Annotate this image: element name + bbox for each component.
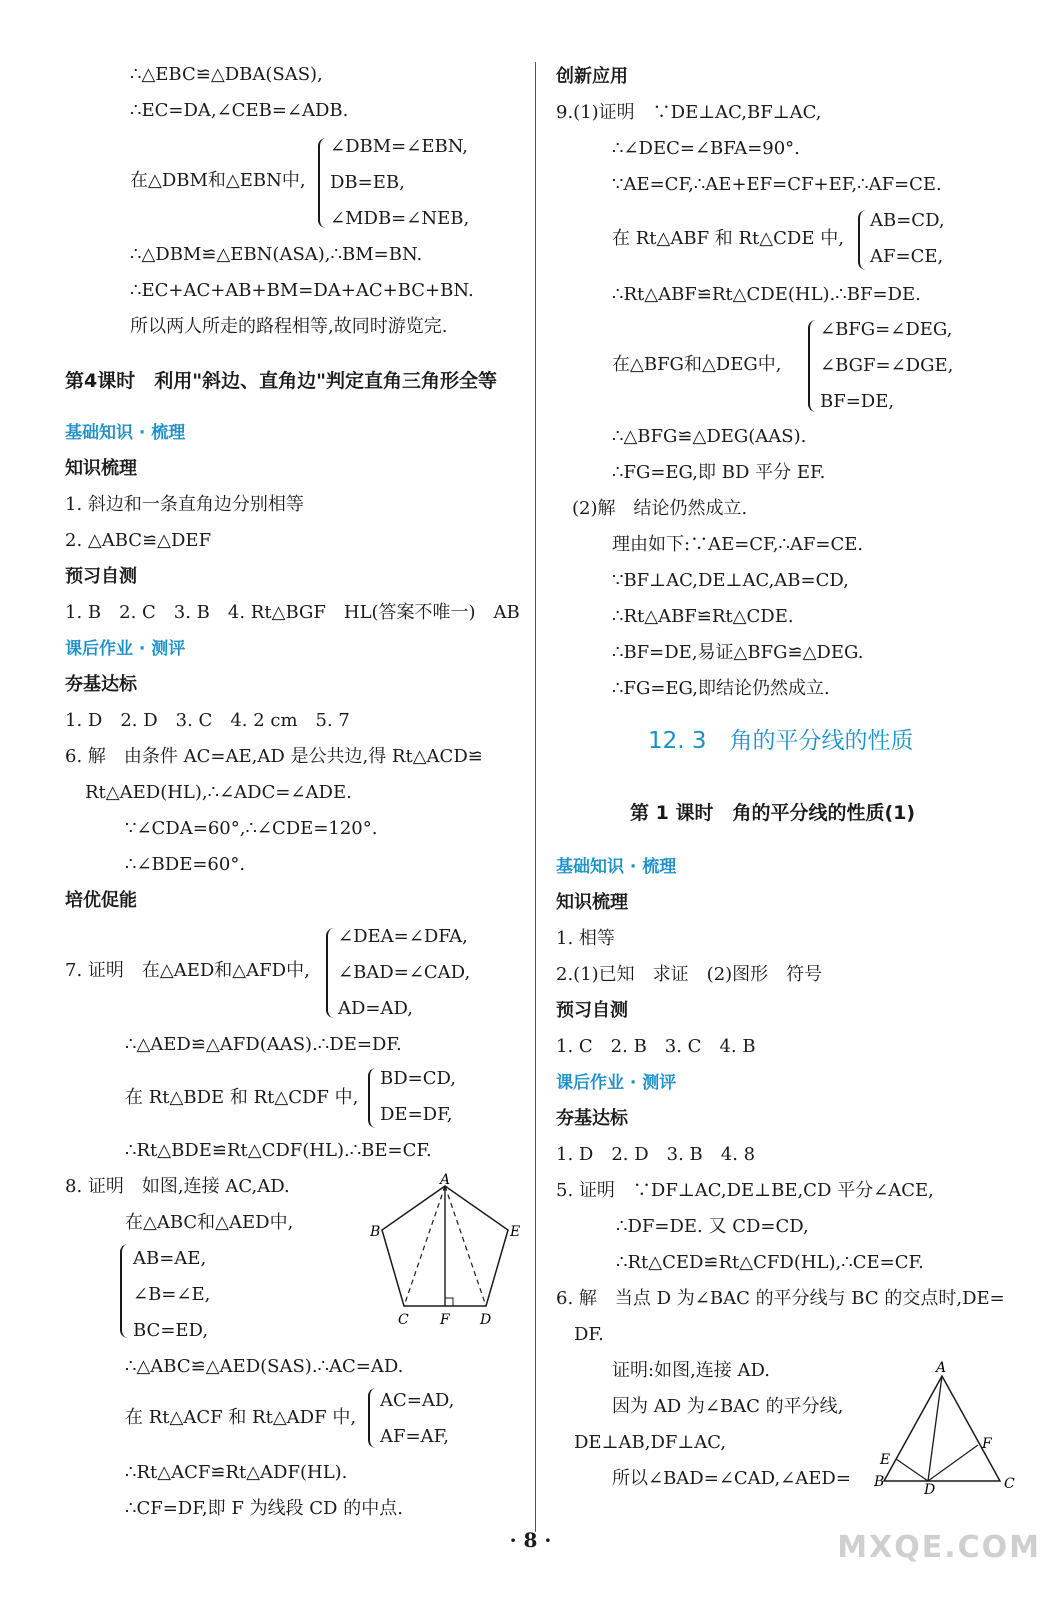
subheading: 培优促能 (65, 890, 137, 911)
label-e: E (880, 1452, 891, 1468)
text-line: ∴Rt△BDE≌Rt△CDF(HL).∴BE=CF. (125, 1140, 432, 1161)
text-line: ∴EC=DA,∠CEB=∠ADB. (130, 100, 349, 121)
text-line: ∴△AED≌△AFD(AAS).∴DE=DF. (125, 1034, 402, 1055)
text-line: ∴Rt△ABF≌Rt△CDE(HL).∴BF=DE. (612, 284, 921, 305)
section-title: 12. 3 角的平分线的性质 (648, 728, 914, 754)
lesson-title: 第 1 课时 角的平分线的性质(1) (630, 802, 916, 824)
text-line: DE=DF, (380, 1104, 453, 1125)
text-line: 在△BFG和△DEG中, (612, 354, 782, 375)
text-line: 2. △ABC≌△DEF (65, 530, 212, 551)
segment-ac (404, 1186, 445, 1306)
subheading: 创新应用 (556, 66, 628, 87)
text-line: DB=EB, (330, 172, 405, 193)
text-line: 在△ABC和△AED中, (125, 1212, 294, 1233)
brace (318, 138, 326, 228)
text-line: ∴Rt△CED≌Rt△CFD(HL),∴CE=CF. (616, 1252, 924, 1273)
text-line: ∴EC+AC+AB+BM=DA+AC+BC+BN. (130, 280, 474, 301)
watermark-logo: MXQE.COM (837, 1530, 1041, 1565)
subheading: 预习自测 (65, 566, 137, 587)
text-line: ∴△BFG≌△DEG(AAS). (612, 426, 807, 447)
label-d: D (924, 1482, 936, 1496)
text-line: ∠BGF=∠DGE, (820, 355, 954, 376)
text-line: 7. 证明 在△AED和△AFD中, (65, 960, 310, 981)
text-line: ∠DEA=∠DFA, (338, 926, 468, 947)
text-line: 所以∠BAD=∠CAD,∠AED= (612, 1468, 851, 1489)
label-e: E (510, 1224, 521, 1240)
page-number: · 8 · (509, 1528, 552, 1552)
lesson-title: 第4课时 利用"斜边、直角边"判定直角三角形全等 (65, 370, 498, 392)
label-f: F (440, 1312, 450, 1328)
text-line: AF=AF, (380, 1426, 449, 1447)
text-line: 理由如下:∵AE=CF,∴AF=CE. (612, 534, 864, 555)
text-line: ∵BF⊥AC,DE⊥AC,AB=CD, (612, 570, 849, 591)
text-line: AB=AE, (133, 1248, 207, 1269)
text-line: 因为 AD 为∠BAC 的平分线, (612, 1396, 844, 1417)
subheading: 知识梳理 (556, 892, 628, 913)
text-line: 在△DBM和△EBN中, (130, 170, 306, 191)
section-tag: 课后作业 · 测评 (556, 1073, 677, 1093)
brace (808, 320, 816, 412)
section-tag: 基础知识 · 梳理 (65, 423, 186, 443)
text-line: AD=AD, (338, 998, 414, 1019)
text-line: AB=CD, (870, 210, 945, 231)
text-line: 9.(1)证明 ∵DE⊥AC,BF⊥AC, (556, 102, 822, 123)
text-line: 1. 相等 (556, 928, 615, 949)
text-line: 所以两人所走的路程相等,故同时游览完. (130, 316, 448, 337)
brace (368, 1068, 376, 1128)
text-line: 1. C 2. B 3. C 4. B (556, 1036, 756, 1057)
text-line: 1. D 2. D 3. B 4. 8 (556, 1144, 756, 1165)
subheading: 夯基达标 (65, 674, 137, 695)
label-a: A (440, 1172, 451, 1188)
text-line: ∠BAD=∠CAD, (338, 962, 471, 983)
label-d: D (480, 1312, 492, 1328)
brace (326, 928, 334, 1018)
text-line: 2.(1)已知 求证 (2)图形 符号 (556, 964, 823, 985)
text-line: 在 Rt△BDE 和 Rt△CDF 中, (125, 1087, 359, 1108)
text-line: AC=AD, (380, 1390, 455, 1411)
text-line: 在 Rt△ACF 和 Rt△ADF 中, (125, 1407, 357, 1428)
text-line: ∴∠BDE=60°. (125, 854, 246, 875)
text-line: (2)解 结论仍然成立. (572, 498, 748, 519)
text-line: 证明:如图,连接 AD. (612, 1360, 771, 1381)
label-b: B (874, 1474, 885, 1490)
segment-df (928, 1445, 978, 1481)
triangle-figure (870, 1356, 1050, 1496)
pentagon-figure (360, 1172, 530, 1332)
text-line: 1. D 2. D 3. C 4. 2 cm 5. 7 (65, 710, 350, 731)
section-tag: 基础知识 · 梳理 (556, 857, 677, 877)
text-line: ∴△EBC≌△DBA(SAS), (130, 64, 323, 85)
label-a: A (936, 1360, 947, 1376)
label-c: C (398, 1312, 409, 1328)
text-line: ∴△DBM≌△EBN(ASA),∴BM=BN. (130, 244, 423, 265)
text-line: Rt△AED(HL),∴∠ADC=∠ADE. (85, 782, 352, 803)
text-line: DF. (574, 1324, 604, 1345)
text-line: ∴DF=DE. 又 CD=CD, (616, 1216, 809, 1237)
text-line: ∴Rt△ACF≌Rt△ADF(HL). (125, 1462, 348, 1483)
section-tag: 课后作业 · 测评 (65, 639, 186, 659)
text-line: ∵∠CDA=60°,∴∠CDE=120°. (125, 818, 378, 839)
text-line: 6. 解 由条件 AC=AE,AD 是公共边,得 Rt△ACD≌ (65, 746, 483, 767)
text-line: AF=CE, (870, 246, 944, 267)
text-line: ∴Rt△ABF≌Rt△CDE. (612, 606, 794, 627)
text-line: ∠BFG=∠DEG, (820, 319, 953, 340)
text-line: ∴∠DEC=∠BFA=90°. (612, 138, 800, 159)
text-line: ∠B=∠E, (133, 1284, 211, 1305)
text-line: 6. 解 当点 D 为∠BAC 的平分线与 BC 的交点时,DE= (556, 1288, 1005, 1309)
right-angle-mark (445, 1298, 453, 1306)
text-line: ∠MDB=∠NEB, (330, 208, 470, 229)
text-line: ∴FG=EG,即结论仍然成立. (612, 678, 830, 699)
text-line: ∠DBM=∠EBN, (330, 136, 469, 157)
column-divider (535, 62, 536, 1532)
text-line: ∵AE=CF,∴AE+EF=CF+EF,∴AF=CE. (612, 174, 942, 195)
segment-ad (928, 1376, 942, 1481)
text-line: 1. 斜边和一条直角边分别相等 (65, 494, 304, 515)
label-c: C (1004, 1476, 1015, 1492)
text-line: ∴CF=DF,即 F 为线段 CD 的中点. (125, 1498, 403, 1519)
text-line: BD=CD, (380, 1068, 457, 1089)
label-b: B (370, 1224, 381, 1240)
text-line: DE⊥AB,DF⊥AC, (574, 1432, 727, 1453)
text-line: 8. 证明 如图,连接 AC,AD. (65, 1176, 290, 1197)
segment-ad (445, 1186, 486, 1306)
subheading: 预习自测 (556, 1000, 628, 1021)
text-line: BF=DE, (820, 391, 895, 412)
text-line: 1. B 2. C 3. B 4. Rt△BGF HL(答案不唯一) AB (65, 602, 520, 623)
brace (368, 1388, 376, 1448)
text-line: ∴FG=EG,即 BD 平分 EF. (612, 462, 826, 483)
brace (120, 1244, 128, 1338)
subheading: 夯基达标 (556, 1108, 628, 1129)
triangle-shape (884, 1376, 1000, 1481)
brace (858, 210, 866, 270)
text-line: BC=ED, (133, 1320, 209, 1341)
segment-de (896, 1459, 928, 1481)
text-line: 5. 证明 ∵DF⊥AC,DE⊥BE,CD 平分∠ACE, (556, 1180, 934, 1201)
subheading: 知识梳理 (65, 458, 137, 479)
text-line: ∴△ABC≌△AED(SAS).∴AC=AD. (125, 1356, 404, 1377)
text-line: 在 Rt△ABF 和 Rt△CDE 中, (612, 228, 844, 249)
label-f: F (982, 1436, 992, 1452)
text-line: ∴BF=DE,易证△BFG≌△DEG. (612, 642, 864, 663)
